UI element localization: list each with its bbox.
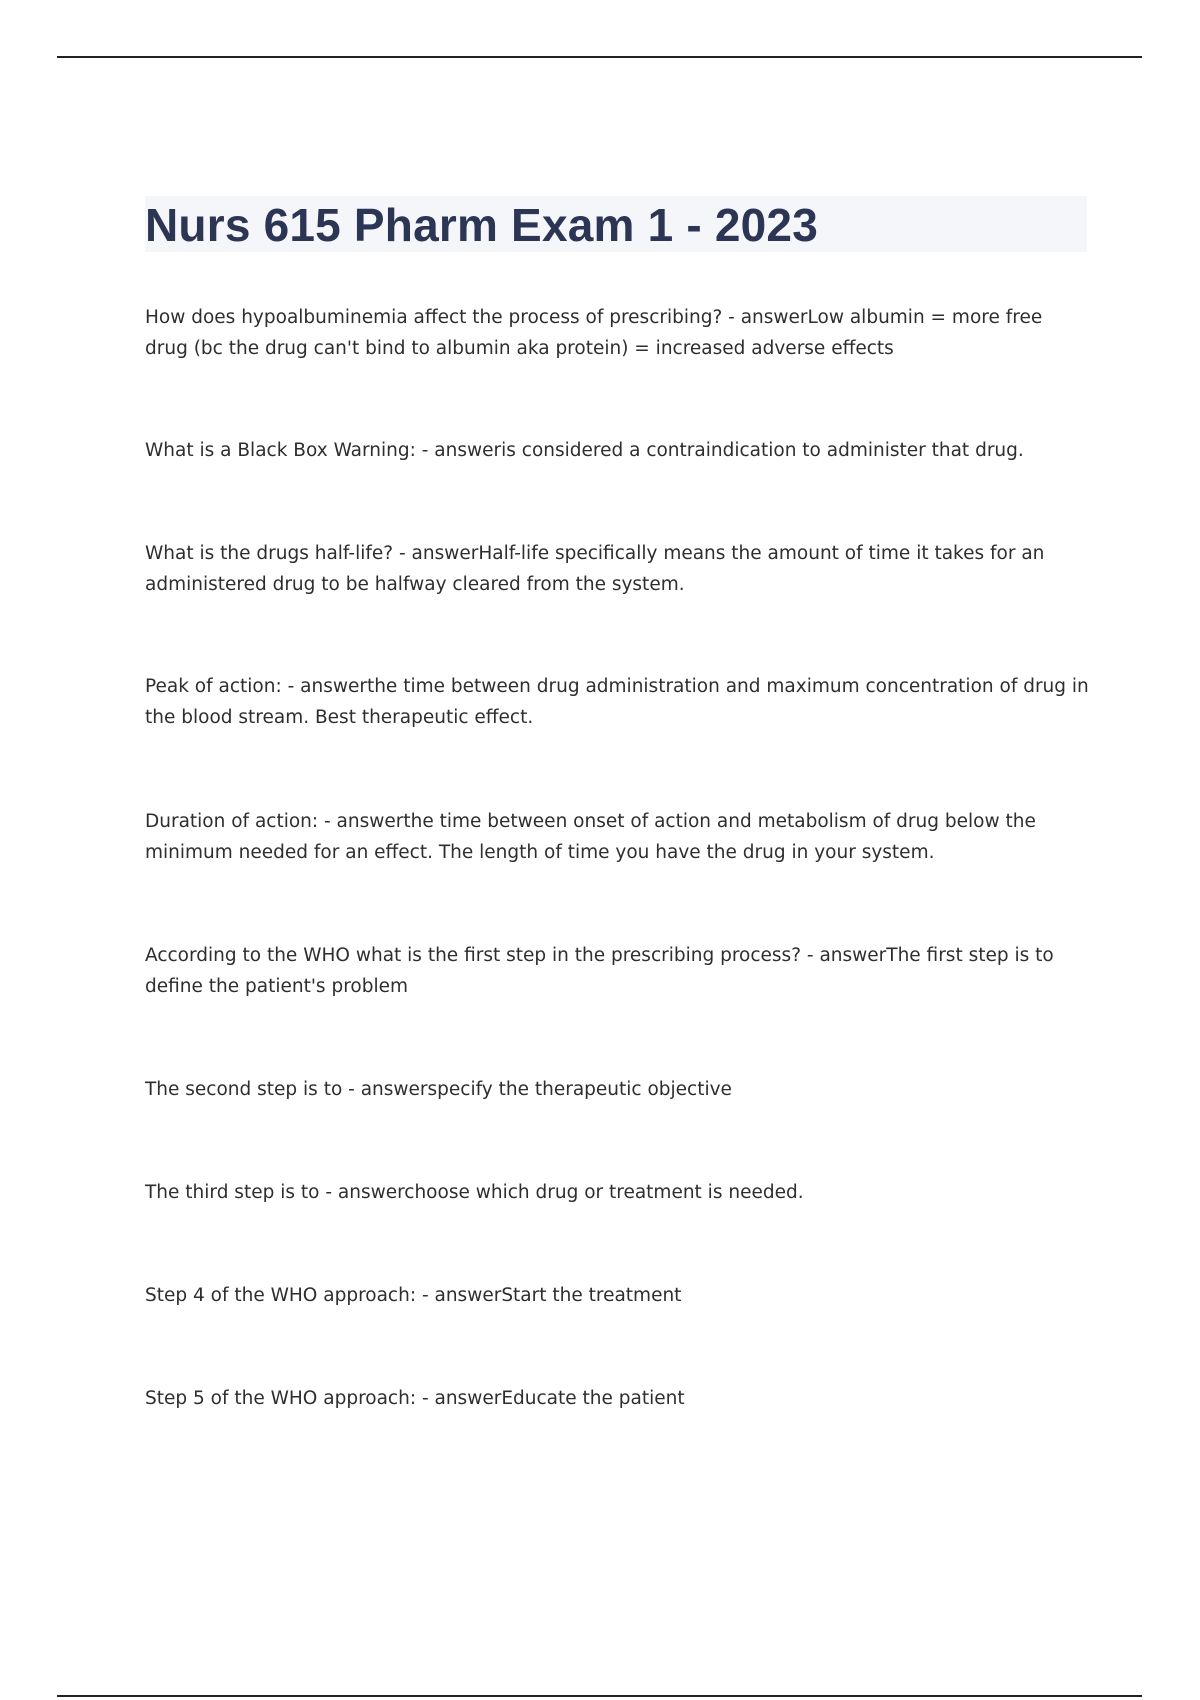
qa-item: What is a Black Box Warning: - answeris considered a contraindication to administer that drug.: [145, 440, 1024, 461]
qa-item: What is the drugs half-life? - answerHalf-life specifically means the amount of time it takes for an administered drug to be halfway cleared from the system.: [145, 543, 1045, 595]
top-rule: [57, 56, 1142, 58]
qa-item: The third step is to - answerchoose which drug or treatment is needed.: [145, 1182, 804, 1203]
qa-item: Step 4 of the WHO approach: - answerStart the treatment: [145, 1285, 682, 1306]
qa-item: How does hypoalbuminemia affect the process of prescribing? - answerLow albumin = more free drug (bc the drug can't bind to albumin aka protein) = increased adverse effects: [145, 307, 1043, 359]
qa-item: Step 5 of the WHO approach: - answerEducate the patient: [145, 1388, 685, 1409]
document-title: Nurs 615 Pharm Exam 1 - 2023: [145, 199, 818, 251]
bottom-rule: [57, 1695, 1142, 1697]
qa-item: Duration of action: - answerthe time between onset of action and metabolism of drug below the minimum needed for an effect. The length of time you have the drug in your system.: [145, 811, 1036, 863]
qa-item: According to the WHO what is the first step in the prescribing process? - answerThe first step is to define the patient's problem: [145, 945, 1054, 997]
qa-item: The second step is to - answerspecify the therapeutic objective: [145, 1079, 732, 1100]
qa-item: Peak of action: - answerthe time between drug administration and maximum concentration of drug in the blood stream. Best therapeutic effect.: [145, 676, 1089, 728]
